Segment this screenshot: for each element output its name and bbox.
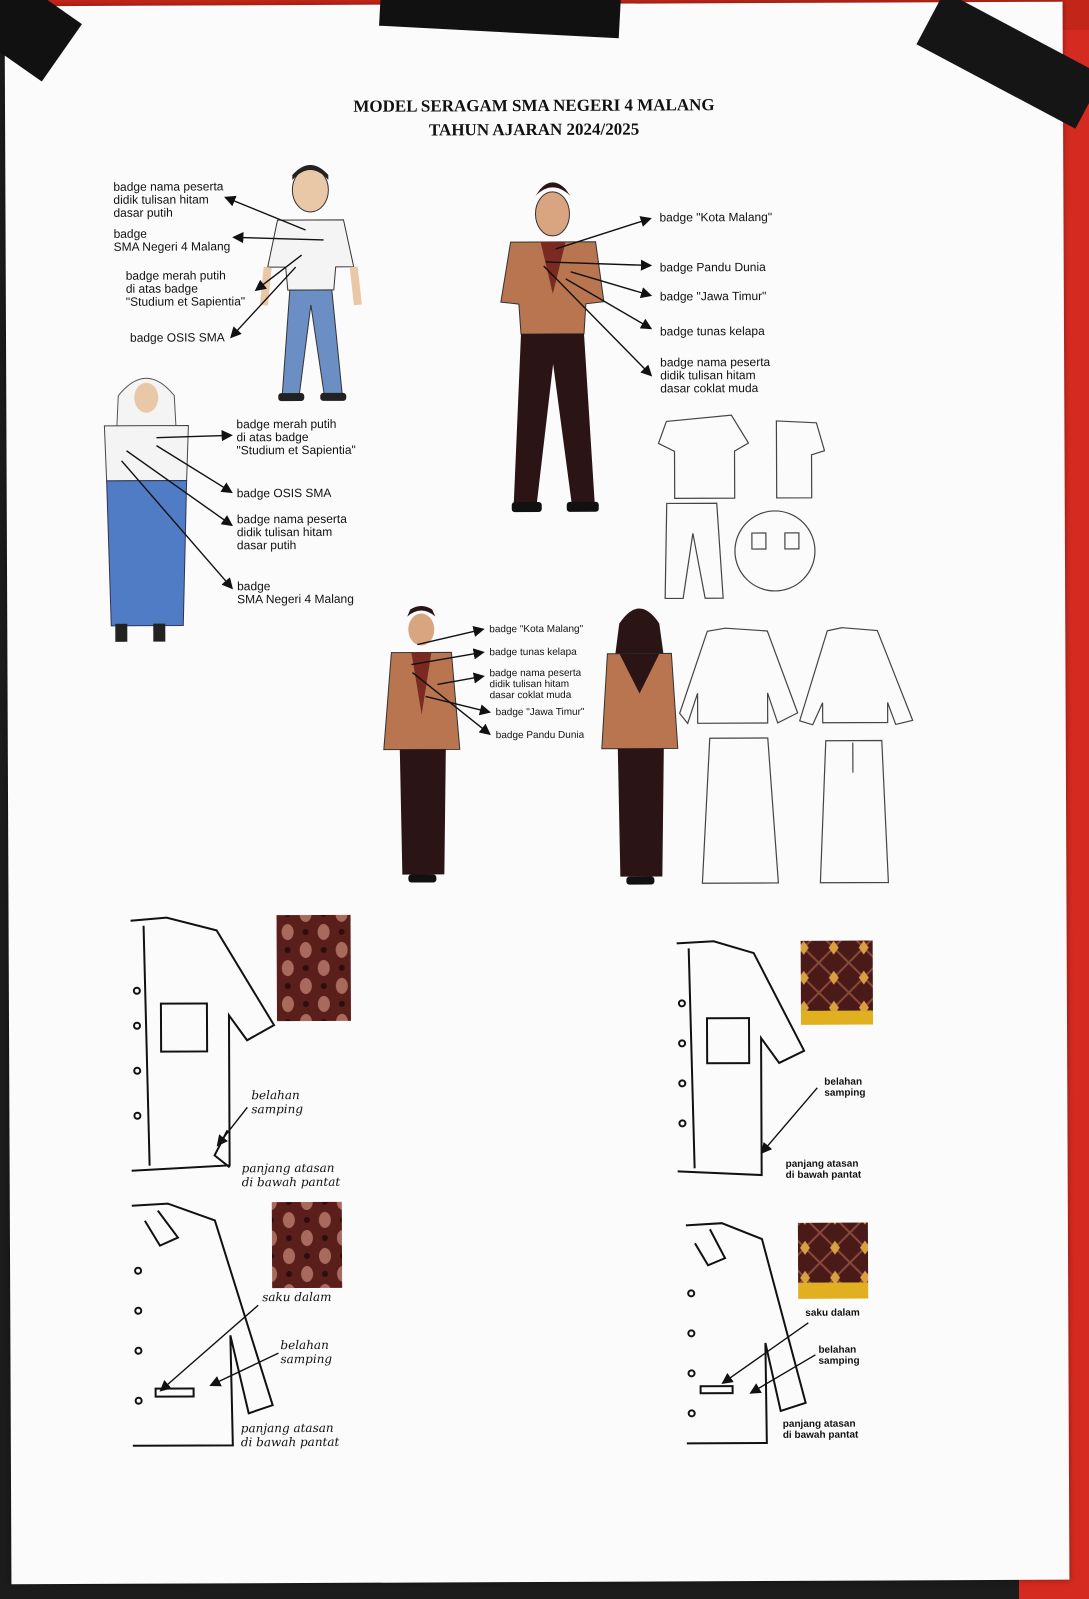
- batik-left-long-split-label: belahan samping: [280, 1337, 333, 1367]
- male-label-school-badge: badge SMA Negeri 4 Malang: [113, 226, 231, 254]
- batik-right-long-length-label: panjang atasan di bawah pantat: [782, 1418, 859, 1441]
- male-school-uniform-figure: [263, 165, 358, 401]
- male-scout-uniform-figure: [500, 182, 604, 512]
- batik-left-short-split-label: belahan samping: [251, 1088, 304, 1117]
- batik-right-long-pocket-label: saku dalam: [805, 1307, 860, 1319]
- female-label-osis-badge: badge OSIS SMA: [236, 485, 332, 501]
- batik-right-short-shirt: [677, 941, 805, 1176]
- female-label-flag-badge: badge merah putih di atas badge "Studium et Sapientia": [236, 416, 356, 458]
- scout-female-label-name: badge nama peserta didik tulisan hitam dasar coklat muda: [489, 667, 582, 702]
- scout-male-label-tunas: badge tunas kelapa: [659, 324, 765, 339]
- batik-left-long-pocket-label: saku dalam: [262, 1289, 332, 1305]
- uniform-sheet: [5, 2, 1070, 1585]
- male-label-flag-badge: badge merah putih di atas badge "Studium et Sapientia": [125, 268, 246, 309]
- scout-male-label-name: badge nama peserta didik tulisan hitam dasar coklat muda: [660, 354, 771, 396]
- male-label-name-badge: badge nama peserta didik tulisan hitam dasar putih: [113, 179, 224, 220]
- doc-title-line1: MODEL SERAGAM SMA NEGERI 4 MALANG: [353, 95, 715, 116]
- male-label-osis-badge: badge OSIS SMA: [129, 330, 225, 345]
- batik-right-short-length-label: panjang atasan di bawah pantat: [785, 1158, 862, 1181]
- batik-right-long-shirt: [686, 1223, 806, 1444]
- batik-swatch-left-2: [272, 1202, 342, 1288]
- scout-female-label-kota: badge "Kota Malang": [489, 623, 584, 636]
- batik-swatch-right-1: [801, 941, 873, 1013]
- batik-right-short-split-label: belahan samping: [824, 1076, 866, 1099]
- female-scout-sketches: [679, 627, 913, 883]
- scout-female-label-pandu: badge Pandu Dunia: [495, 729, 585, 742]
- batik-fringe-right-2: [798, 1283, 868, 1299]
- scout-female-label-jatim: badge "Jawa Timur": [495, 706, 585, 719]
- batik-left-short-length-label: panjang atasan di bawah pantat: [241, 1160, 341, 1190]
- batik-left-long-length-label: panjang atasan di bawah pantat: [240, 1420, 340, 1450]
- scout-male-label-pandu: badge Pandu Dunia: [659, 259, 766, 275]
- batik-left-short-shirt: [131, 917, 275, 1171]
- batik-swatch-right-2: [798, 1223, 868, 1283]
- scout-male-label-kota: badge "Kota Malang": [659, 209, 773, 225]
- batik-right-long-split-label: belahan samping: [818, 1344, 860, 1367]
- batik-swatch-left-1: [277, 915, 351, 1021]
- batik-left-long-shirt: [132, 1203, 273, 1446]
- scout-female-label-tunas: badge tunas kelapa: [489, 646, 577, 659]
- female-label-name-badge: badge nama peserta didik tulisan hitam dasar putih: [236, 511, 347, 553]
- doc-title-line2: TAHUN AJARAN 2024/2025: [428, 119, 640, 140]
- female-label-school-badge: badge SMA Negeri 4 Malang: [237, 579, 354, 607]
- female-school-uniform-figure: [104, 378, 189, 642]
- scout-male-label-jatim: badge "Jawa Timur": [659, 288, 767, 304]
- batik-fringe-right-1: [801, 1011, 873, 1025]
- male-scout-sketches: [658, 415, 825, 599]
